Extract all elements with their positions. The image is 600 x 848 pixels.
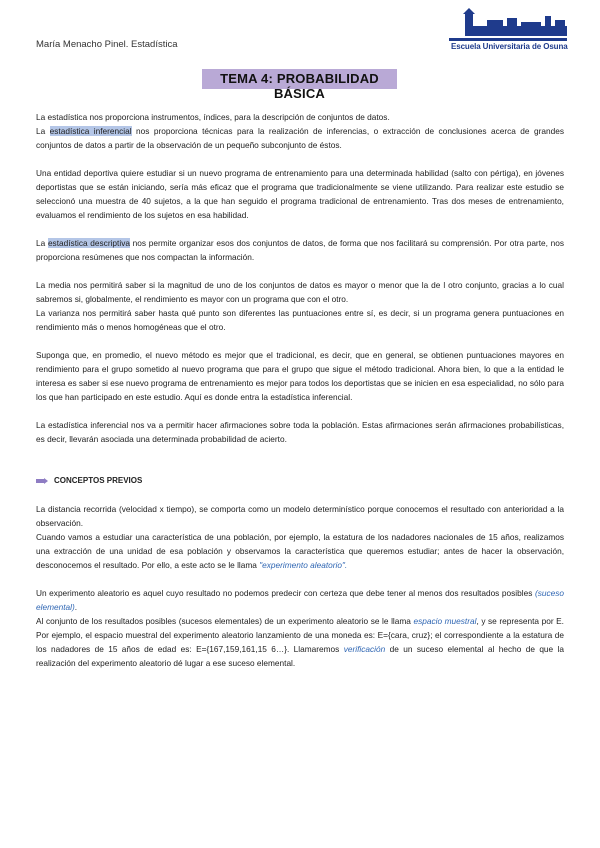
paragraph-9: La distancia recorrida (velocidad x tiempo), se comporta como un modelo determinístico porque conocemos el resultado con anterioridad a la observación.	[36, 504, 564, 528]
term-espacio-muestral: espacio muestral	[413, 616, 477, 626]
paragraph-5: La media nos permitirá saber si la magnitud de uno de los conjuntos de datos es mayor o menor que la de l otro conjunto, gracias a lo cual sabremos si, globalmente, el rendimiento es mayor con un programa que con el otro.	[36, 280, 564, 304]
section-heading	[36, 474, 564, 488]
paragraph-6: La varianza nos permitirá saber hasta qué punto son diferentes las puntuaciones entre sí, es decir, si un programa genera puntuaciones en rendimiento más o menos homogéneas que el otro.	[36, 308, 564, 332]
term-suceso-elemental: (suceso elemental)	[36, 588, 564, 612]
paragraph-3: Una entidad deportiva quiere estudiar si un nuevo programa de entrenamiento para una determinada habilidad (salto con pértiga), en jóvenes deportistas que se están iniciando, sería más eficaz que el programa que tradicionalmente se viene utilizando. Para realizar este estudio se seleccionó una muestra de 40 sujetos, a la que han seguido el programa tradicional de entrenamiento. Tras dos meses de entrenamiento, evaluamos el rendimiento de los sujetos en esa habilidad.	[36, 168, 564, 220]
term-verificacion: verificación	[343, 644, 386, 654]
paragraph-10: Cuando vamos a estudiar una característica de una población, por ejemplo, la estatura de los nadadores nacionales de 15 años, realizamos una extracción de una unidad de esa población y observamos la característica que queremos estudiar; antes de hacer la observación, desconocemos el resultado. Por ello, a este acto se le llama "experimento aleatorio".	[36, 532, 564, 570]
highlight-descriptiva: estadística descriptiva	[47, 238, 130, 248]
arrow-icon	[36, 478, 48, 484]
document-body	[36, 110, 564, 670]
header-author: María Menacho Pinel. Estadística	[36, 39, 178, 50]
term-experimento-aleatorio: "experimento aleatorio".	[259, 560, 348, 570]
paragraph-2: La estadística inferencial nos proporciona técnicas para la realización de inferencias, o extracción de conclusiones acerca de grandes conjuntos de datos a partir de la observación de un pequeño subconjunto de éstos.	[36, 126, 564, 150]
paragraph-1: La estadística nos proporciona instrumentos, índices, para la descripción de conjuntos de datos.	[36, 112, 390, 122]
logo-text: Escuela Universitaria de Osuna	[451, 42, 568, 51]
paragraph-11: Un experimento aleatorio es aquel cuyo resultado no podemos predecir con certeza que debe tener al menos dos resultados posibles (suceso elemental).	[36, 588, 564, 612]
paragraph-8: La estadística inferencial nos va a permitir hacer afirmaciones sobre toda la población. Estas afirmaciones serán afirmaciones probabilísticas, es decir, llevarán asociada una determinada probabilidad de acierto.	[36, 420, 564, 444]
paragraph-12: Al conjunto de los resultados posibles (sucesos elementales) de un experimento aleatorio se le llama espacio muestral, y se representa por E. Por ejemplo, el espacio muestral del experimento aleatorio lanzamiento de una moneda es: E={cara, cruz}; el correspondiente a la estatura de los nadadores de 15 años de edad es: E={167,159,161,15 6…}. Llamaremos verificación de un suceso elemental al hecho de que la realización del experimento aleatorio dé lugar a ese suceso elemental.	[36, 616, 565, 668]
section-title: CONCEPTOS PREVIOS	[54, 476, 143, 485]
highlight-inferencial: estadística inferencial	[49, 126, 132, 136]
paragraph-4: La estadística descriptiva nos permite organizar esos dos conjuntos de datos, de forma que nos facilitará su comprensión. Por otra parte, nos proporciona resúmenes que nos compactan la información.	[36, 238, 564, 262]
page-title: TEMA 4: PROBABILIDAD BÁSICA	[220, 71, 379, 101]
paragraph-7: Suponga que, en promedio, el nuevo método es mejor que el tradicional, es decir, que en general, se obtienen puntuaciones mayores en rendimiento para el grupo sometido al nuevo programa que para el grupo que sigue el método tradicional. Ahora bien, lo que a la entidad le interesa es saber si ese nuevo programa de entrenamiento es mejor para todos los deportistas que se inicien en esa especialidad, no sólo para los que han participado en este estudio. Aquí es donde entra la estadística inferencial.	[36, 350, 564, 402]
